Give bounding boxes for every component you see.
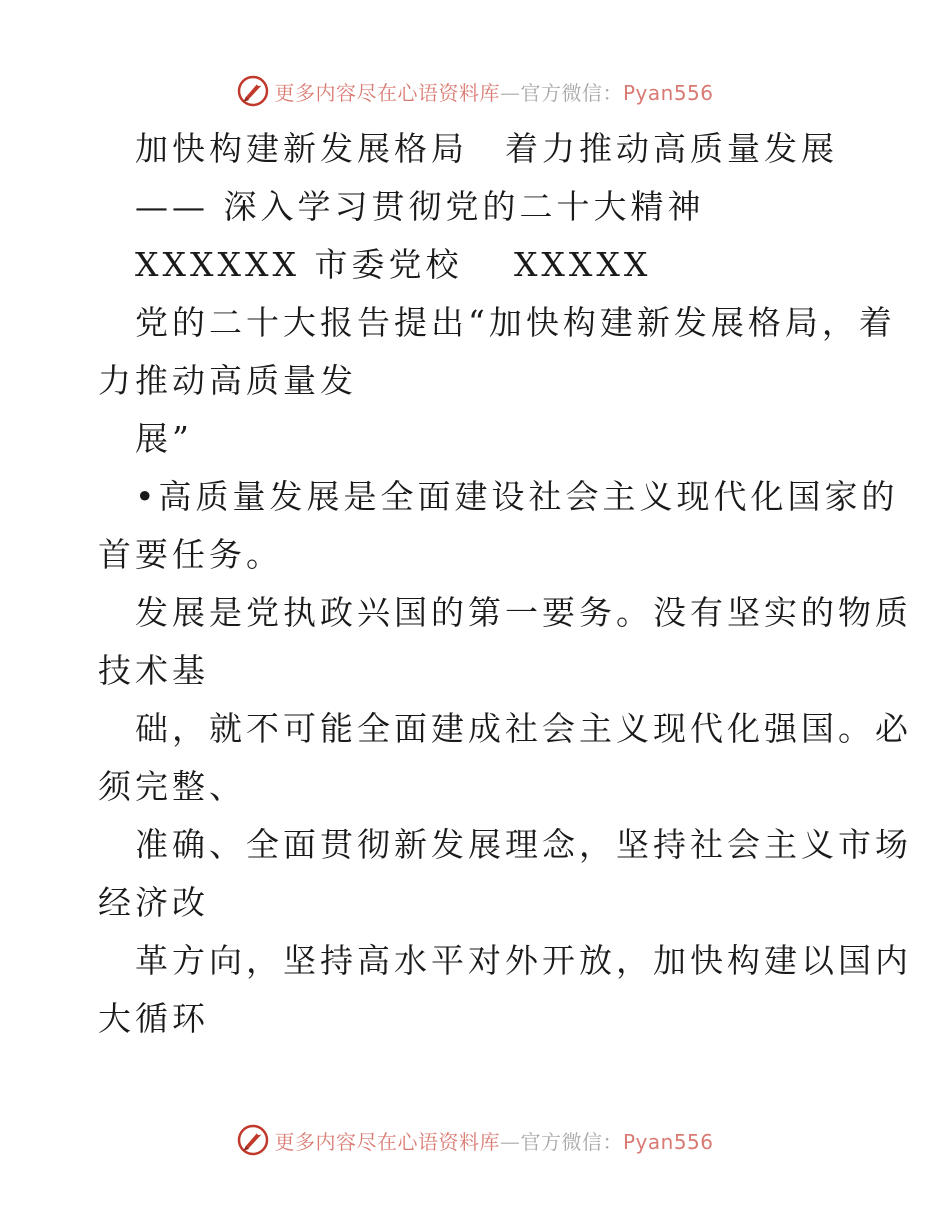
quill-pen-logo-icon — [236, 1123, 270, 1157]
document-line: 技术基 — [98, 651, 209, 690]
document-line: 力推动高质量发 — [98, 361, 357, 400]
document-line: 革方向，坚持高水平对外开放，加快构建以国内 — [135, 941, 912, 980]
quill-pen-logo-icon — [236, 74, 270, 108]
document-line: •高质量发展是全面建设社会主义现代化国家的 — [135, 477, 899, 516]
watermark-brand: 更多内容尽在心语资料库 — [274, 80, 500, 105]
document-line: —— 深入学习贯彻党的二十大精神 — [135, 187, 705, 226]
footer-watermark — [0, 1120, 950, 1160]
document-line: 经济改 — [98, 883, 209, 922]
watermark-separator: — — [499, 80, 521, 105]
header-watermark — [0, 71, 950, 111]
watermark-separator: — — [499, 1129, 521, 1154]
watermark-contact-value: Pyan556 — [622, 1129, 714, 1154]
watermark-contact-label: 官方微信： — [520, 1129, 623, 1154]
document-line: XXXXXX 市委党校 XXXXX — [135, 245, 652, 284]
watermark-contact-value: Pyan556 — [622, 80, 714, 105]
watermark-text — [274, 1126, 713, 1155]
watermark-contact-label: 官方微信： — [520, 80, 623, 105]
document-line: 党的二十大报告提出“加快构建新发展格局，着 — [135, 303, 896, 342]
document-line: 加快构建新发展格局 着力推动高质量发展 — [135, 129, 838, 168]
document-line: 须完整、 — [98, 767, 246, 806]
document-line: 础，就不可能全面建成社会主义现代化强国。必 — [135, 709, 912, 748]
document-body — [98, 120, 912, 1048]
document-line: 发展是党执政兴国的第一要务。没有坚实的物质 — [135, 593, 912, 632]
document-line: 首要任务。 — [98, 535, 283, 574]
document-line: 大循环 — [98, 999, 209, 1038]
watermark-text — [274, 77, 713, 106]
document-line: 展” — [135, 419, 193, 458]
document-line: 准确、全面贯彻新发展理念，坚持社会主义市场 — [135, 825, 912, 864]
watermark-brand: 更多内容尽在心语资料库 — [274, 1129, 500, 1154]
